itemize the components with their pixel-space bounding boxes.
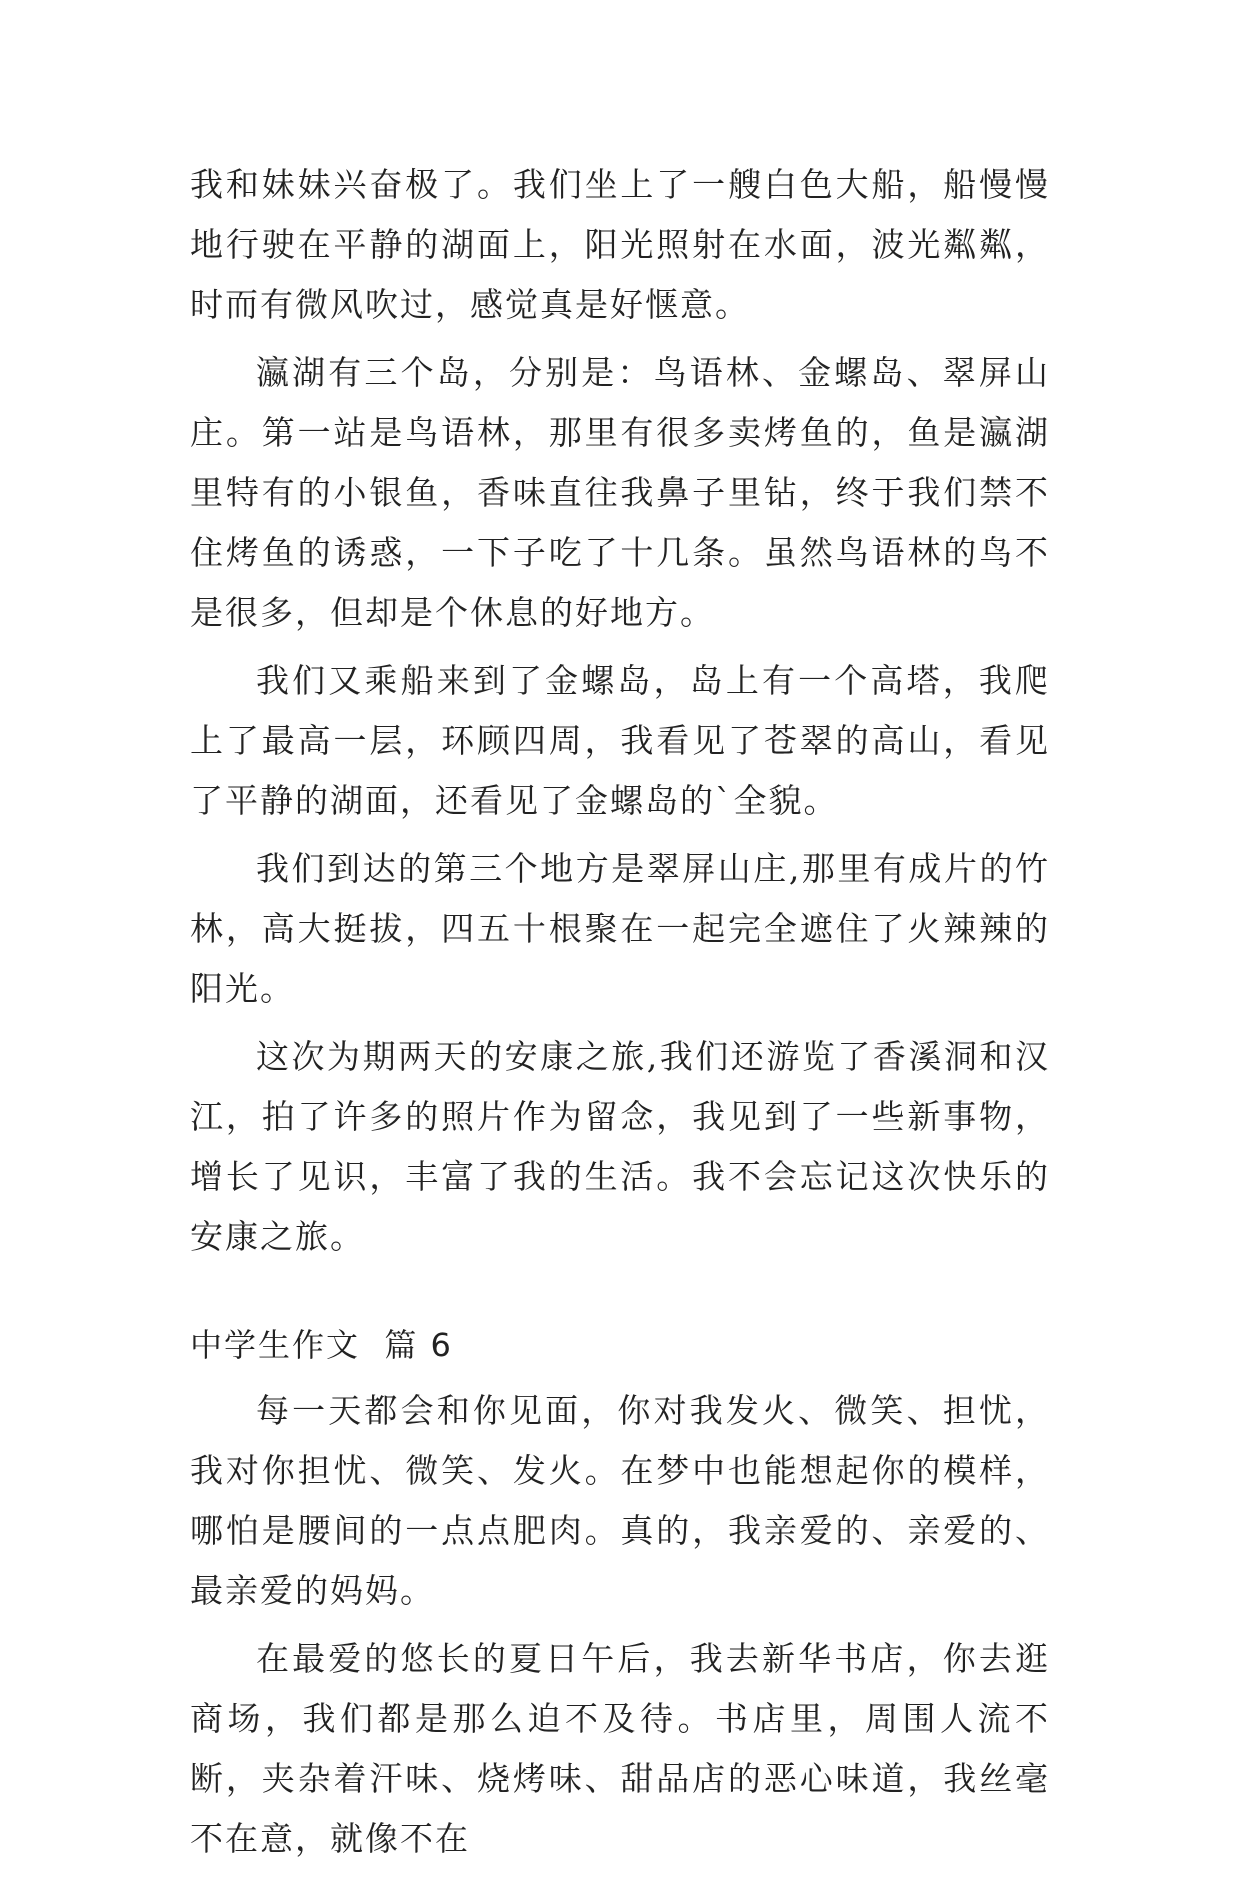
paragraph-1: 我和妹妹兴奋极了。我们坐上了一艘白色大船，船慢慢地行驶在平静的湖面上，阳光照射在水面，波光粼粼，时而有微风吹过，感觉真是好惬意。 xyxy=(190,165,1050,324)
section-title: 中学生作文 篇 6 xyxy=(190,1326,453,1364)
paragraph-2: 瀛湖有三个岛，分别是：鸟语林、金螺岛、翠屏山庄。第一站是鸟语林，那里有很多卖烤鱼的，鱼是瀛湖里特有的小银鱼，香味直往我鼻子里钻，终于我们禁不住烤鱼的诱惑，一下子吃了十几条。虽然鸟语林的鸟不是很多，但却是个休息的好地方。 xyxy=(190,353,1050,632)
paragraph-7: 在最爱的悠长的夏日午后，我去新华书店，你去逛商场，我们都是那么迫不及待。书店里，周围人流不断，夹杂着汗味、烧烤味、甜品店的恶心味道，我丝毫不在意，就像不在 xyxy=(190,1639,1050,1858)
document-body xyxy=(190,155,1050,1877)
paragraph-6: 每一天都会和你见面，你对我发火、微笑、担忧，我对你担忧、微笑、发火。在梦中也能想起你的模样，哪怕是腰间的一点点肥肉。真的，我亲爱的、亲爱的、最亲爱的妈妈。 xyxy=(190,1391,1050,1610)
paragraph-5: 这次为期两天的安康之旅,我们还游览了香溪洞和汉江，拍了许多的照片作为留念，我见到了一些新事物，增长了见识，丰富了我的生活。我不会忘记这次快乐的安康之旅。 xyxy=(190,1037,1050,1256)
paragraph-3: 我们又乘船来到了金螺岛，岛上有一个高塔，我爬上了最高一层，环顾四周，我看见了苍翠的高山，看见了平静的湖面，还看见了金螺岛的`全貌。 xyxy=(190,661,1050,820)
paragraph-4: 我们到达的第三个地方是翠屏山庄,那里有成片的竹林，高大挺拔，四五十根聚在一起完全遮住了火辣辣的阳光。 xyxy=(190,849,1050,1008)
